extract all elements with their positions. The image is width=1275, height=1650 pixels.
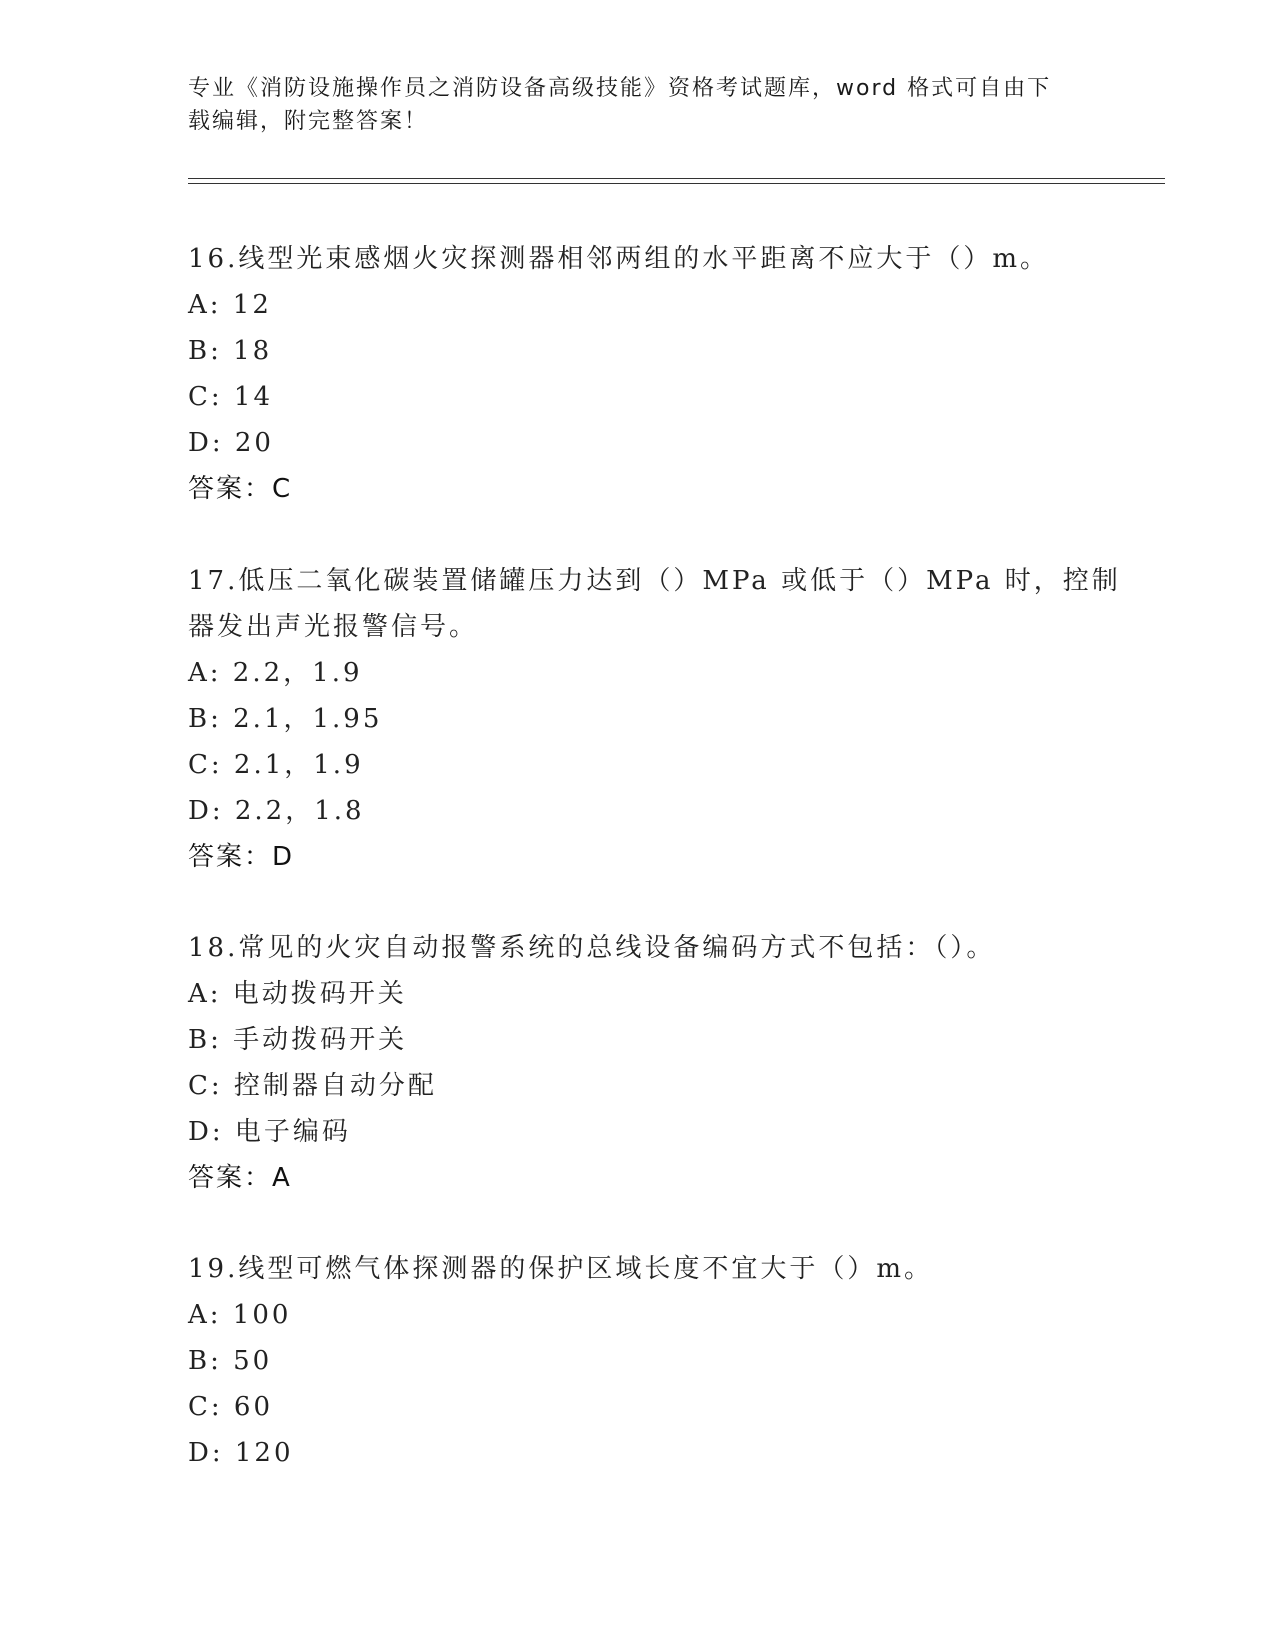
option-d: D: 电子编码	[188, 1117, 351, 1147]
option-a: A: 2.2，1.9	[188, 658, 363, 688]
question-title: 19.线型可燃气体探测器的保护区域长度不宜大于（）m。	[188, 1254, 934, 1284]
option-b: B: 手动拨码开关	[188, 1025, 408, 1055]
header-line-2: 载编辑，附完整答案！	[188, 109, 429, 134]
question-18	[188, 925, 1088, 1201]
question-16	[188, 236, 1088, 512]
question-17	[188, 558, 1121, 880]
option-c: C: 控制器自动分配	[188, 1071, 437, 1101]
option-a: A: 电动拨码开关	[188, 979, 407, 1009]
question-title: 18.常见的火灾自动报警系统的总线设备编码方式不包括：（）。	[188, 933, 996, 963]
option-b: B: 50	[188, 1346, 273, 1376]
option-b: B: 2.1，1.95	[188, 704, 383, 734]
header-divider-top	[188, 178, 1165, 179]
option-a: A: 12	[188, 290, 272, 320]
option-d: D: 20	[188, 428, 274, 458]
answer: 答案：C	[188, 474, 293, 504]
option-c: C: 2.1，1.9	[188, 750, 364, 780]
question-title-line-1: 17.低压二氧化碳装置储罐压力达到（）MPa 或低于（）MPa 时，控制	[188, 566, 1121, 596]
option-c: C: 14	[188, 382, 274, 412]
option-d: D: 120	[188, 1438, 294, 1468]
option-a: A: 100	[188, 1300, 292, 1330]
option-c: C: 60	[188, 1392, 274, 1422]
answer: 答案：D	[188, 842, 295, 872]
header-divider-bottom	[188, 183, 1165, 184]
question-title: 16.线型光束感烟火灾探测器相邻两组的水平距离不应大于（）m。	[188, 244, 1050, 274]
question-title-line-2: 器发出声光报警信号。	[188, 612, 479, 642]
option-b: B: 18	[188, 336, 273, 366]
header-line-1: 专业《消防设施操作员之消防设备高级技能》资格考试题库，word 格式可自由下	[188, 76, 1052, 101]
question-19	[188, 1246, 1088, 1476]
document-header	[188, 72, 1068, 138]
option-d: D: 2.2，1.8	[188, 796, 365, 826]
answer: 答案：A	[188, 1163, 292, 1193]
